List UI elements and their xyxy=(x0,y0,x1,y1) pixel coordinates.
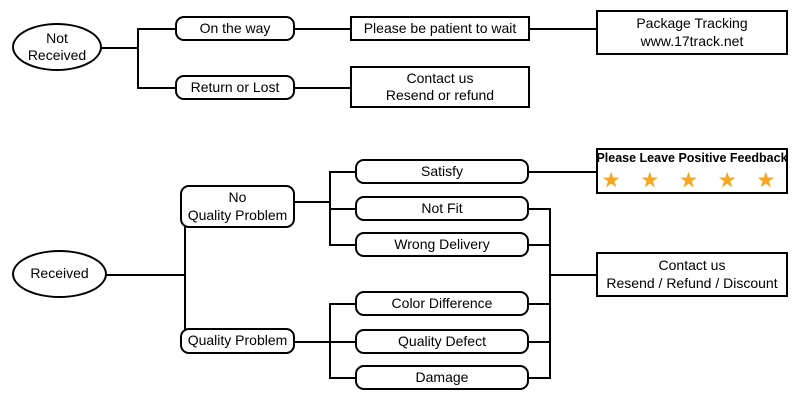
node-on-the-way[interactable] xyxy=(175,16,295,41)
connector-received-trunk xyxy=(105,274,185,276)
connector-trunk-on-the-way xyxy=(137,28,175,30)
connector-on-the-way-wait xyxy=(294,28,350,30)
connector-subtrunk-colordiff xyxy=(329,303,355,305)
node-contact-discount-line2: Resend / Refund / Discount xyxy=(606,274,778,291)
connector-subtrunk-notfit xyxy=(329,208,355,210)
node-no-quality-problem-line1: No xyxy=(228,189,247,205)
node-return-or-lost[interactable] xyxy=(175,75,295,100)
node-color-difference[interactable] xyxy=(355,291,529,316)
node-satisfy-label: Satisfy xyxy=(420,162,463,179)
node-received[interactable] xyxy=(12,250,107,298)
node-damage[interactable] xyxy=(355,365,529,390)
connector-collector-contact xyxy=(549,274,597,276)
connector-not-received-trunk xyxy=(100,47,138,49)
node-quality-problem-label: Quality Problem xyxy=(187,332,288,349)
connector-wrongdelivery-right xyxy=(528,244,550,246)
node-not-received-label-line2: Received xyxy=(27,47,87,63)
connector-return-lost-contact xyxy=(294,87,350,89)
node-not-received[interactable] xyxy=(12,23,102,71)
connector-subtrunk-satisfy xyxy=(329,171,355,173)
connector-trunk-return-lost xyxy=(137,87,175,89)
node-quality-defect[interactable] xyxy=(355,329,529,354)
node-wrong-delivery[interactable] xyxy=(355,232,529,257)
node-contact-resend-refund-discount[interactable] xyxy=(596,252,788,297)
connector-right-collector-vertical xyxy=(549,208,551,379)
node-return-or-lost-label: Return or Lost xyxy=(190,78,280,95)
node-positive-feedback[interactable] xyxy=(596,148,788,194)
connector-wait-tracking xyxy=(530,28,596,30)
node-quality-problem[interactable] xyxy=(180,328,295,354)
node-package-tracking-line2: www.17track.net xyxy=(640,32,744,49)
node-on-the-way-label: On the way xyxy=(199,19,271,36)
rating-stars: ★ ★ ★ ★ ★ xyxy=(601,168,783,192)
connector-damage-right xyxy=(528,377,550,379)
node-not-fit-label: Not Fit xyxy=(421,199,463,216)
node-quality-defect-label: Quality Defect xyxy=(398,332,486,349)
connector-subtrunk-wrongdelivery xyxy=(329,244,355,246)
node-please-be-patient[interactable] xyxy=(350,16,530,41)
connector-notfit-right xyxy=(528,208,550,210)
node-damage-label: Damage xyxy=(415,368,469,385)
node-no-quality-problem-line2: Quality Problem xyxy=(187,206,288,223)
connector-colordiff-right xyxy=(528,303,550,305)
node-contact-resend-refund[interactable] xyxy=(350,66,530,108)
node-contact-resend-refund-line2: Resend or refund xyxy=(385,87,495,103)
node-please-be-patient-label: Please be patient to wait xyxy=(363,19,517,36)
node-received-label: Received xyxy=(30,265,89,282)
connector-satisfy-feedback xyxy=(528,171,596,173)
feedback-title-label: Please Leave Positive Feedback xyxy=(596,151,788,166)
node-contact-discount-line1: Contact us xyxy=(658,257,726,273)
node-package-tracking[interactable] xyxy=(596,10,788,55)
node-satisfy[interactable] xyxy=(355,159,529,184)
connector-qualitydefect-right xyxy=(528,341,550,343)
connector-subtrunk-damage xyxy=(329,377,355,379)
connector-trunk-vertical-top xyxy=(137,28,139,88)
node-wrong-delivery-label: Wrong Delivery xyxy=(394,235,490,252)
node-color-difference-label: Color Difference xyxy=(391,294,493,311)
node-not-received-label-line1: Not xyxy=(46,29,68,46)
node-not-fit[interactable] xyxy=(355,196,529,221)
node-package-tracking-line1: Package Tracking xyxy=(636,15,748,31)
connector-subtrunk-qualitydefect xyxy=(329,341,355,343)
connector-noquality-subtrunk xyxy=(294,201,330,203)
node-contact-resend-refund-line1: Contact us xyxy=(406,69,474,86)
node-no-quality-problem[interactable] xyxy=(180,185,295,228)
connector-quality-subtrunk xyxy=(294,341,330,343)
